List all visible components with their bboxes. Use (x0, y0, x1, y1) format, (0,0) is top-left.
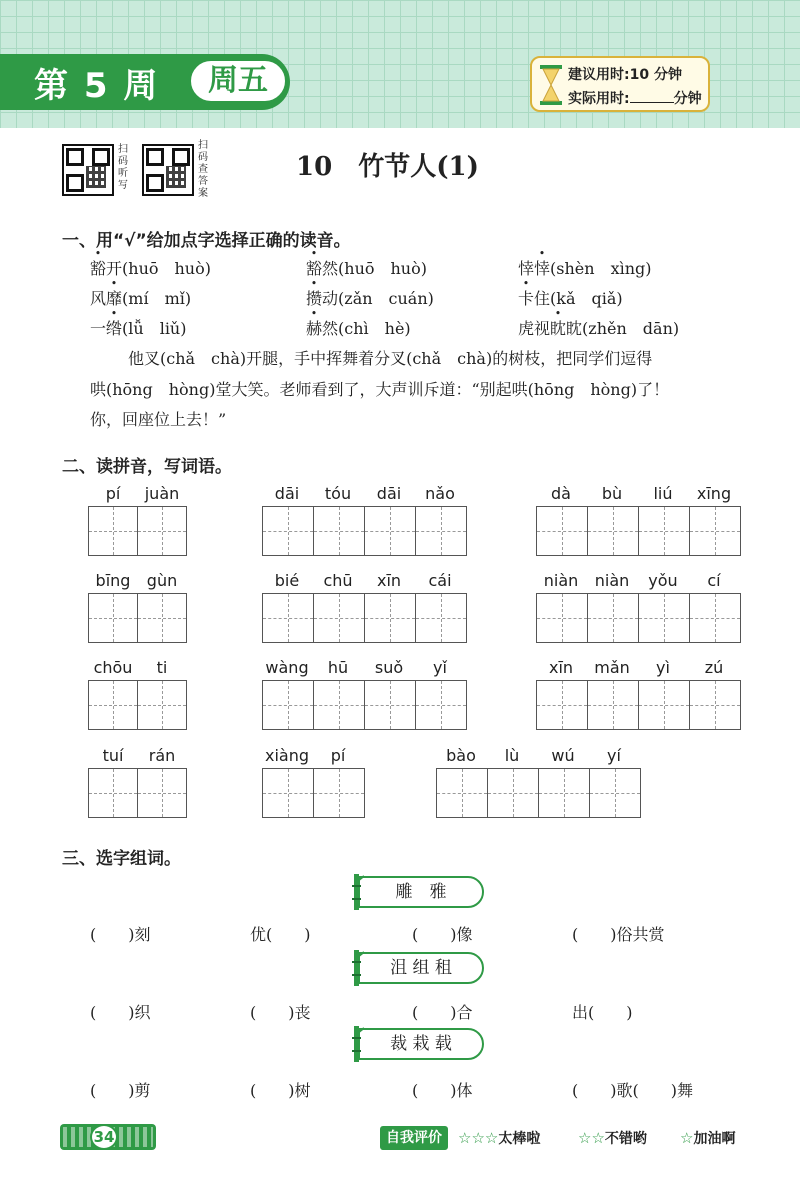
writing-cell[interactable] (364, 680, 416, 730)
writing-cell[interactable] (689, 506, 741, 556)
qr-label-dictation: 扫码听写 (118, 144, 128, 191)
writing-cell[interactable] (88, 680, 138, 730)
writing-cell[interactable] (689, 680, 741, 730)
pinyin-label: mǎn (594, 658, 630, 677)
writing-cell[interactable] (689, 593, 741, 643)
pinyin-item[interactable]: 赫然(chì hè) (306, 319, 411, 338)
paragraph-line: 你，回座位上去！” (90, 410, 227, 429)
qr-code-answers[interactable] (142, 144, 194, 196)
paragraph-line[interactable]: 哄(hōng hòng)堂大笑。老师看到了，大声训斥道：“别起哄(hōng hòng)了！ (90, 380, 670, 399)
fill-word[interactable]: ( )俗共赏 (572, 925, 665, 944)
choice-chars: 沮 组 租 (390, 958, 452, 978)
pinyin-label: yì (656, 658, 670, 677)
pinyin-label: niàn (543, 571, 579, 590)
pinyin-label: juàn (144, 484, 180, 503)
section1-heading: 一、用“√”给加点字选择正确的读音。 (62, 231, 351, 251)
writing-cell[interactable] (262, 506, 314, 556)
fill-word[interactable]: ( )体 (412, 1081, 473, 1100)
pinyin-label: bīng (95, 571, 131, 590)
writing-cell[interactable] (313, 768, 365, 818)
pinyin-item[interactable]: 虎视眈眈(zhěn dān) (518, 319, 680, 338)
pinyin-label: hū (327, 658, 349, 677)
writing-cell[interactable] (313, 593, 365, 643)
writing-cell[interactable] (587, 593, 639, 643)
writing-cell[interactable] (436, 768, 488, 818)
fill-word[interactable]: 优( ) (250, 925, 311, 944)
pinyin-item[interactable]: 风靡(mí mǐ) (90, 289, 192, 308)
pinyin-label: liú (653, 484, 673, 503)
pinyin-label: xīn (548, 658, 574, 677)
writing-cell[interactable] (137, 768, 187, 818)
day-label: 周五 (188, 58, 288, 104)
writing-cell[interactable] (137, 506, 187, 556)
hourglass-icon (538, 64, 564, 106)
self-eval-option-great[interactable]: ☆☆☆太棒啦 (458, 1129, 541, 1147)
page-number: 34 (90, 1124, 118, 1150)
pinyin-item[interactable]: 悻悻(shèn xìng) (518, 259, 652, 278)
pinyin-label: bié (274, 571, 300, 590)
pinyin-label: xiàng (264, 746, 309, 765)
writing-cell[interactable] (137, 593, 187, 643)
pinyin-item[interactable]: 豁开(huō huò) (90, 259, 211, 278)
page-badge (60, 1124, 156, 1150)
pinyin-label: gùn (146, 571, 178, 590)
writing-cell[interactable] (364, 506, 416, 556)
self-eval-option-good[interactable]: ☆☆不错哟 (578, 1129, 647, 1147)
pinyin-label: wú (551, 746, 575, 765)
lesson-title: 10 竹节人(1) (296, 152, 479, 182)
choice-banner (358, 1028, 484, 1060)
fill-word[interactable]: ( )歌( )舞 (572, 1081, 693, 1100)
qr-label-answers: 扫码查答案 (198, 140, 208, 199)
pinyin-label: nǎo (425, 484, 455, 503)
bamboo-icon (350, 1026, 364, 1062)
bamboo-icon (350, 874, 364, 910)
choice-banner (358, 952, 484, 984)
actual-time: 实际用时: 分钟 (568, 91, 702, 107)
pinyin-label: bào (446, 746, 476, 765)
choice-banner (358, 876, 484, 908)
pinyin-item[interactable]: 攒动(zǎn cuán) (306, 289, 434, 308)
writing-cell[interactable] (364, 593, 416, 643)
self-eval-label: 自我评价 (380, 1126, 448, 1150)
week-label: 第 5 周 (34, 66, 160, 106)
writing-cell[interactable] (589, 768, 641, 818)
pinyin-item[interactable]: 一绺(lǚ liǔ) (90, 319, 187, 338)
writing-cell[interactable] (88, 768, 138, 818)
fill-word[interactable]: 出( ) (572, 1003, 633, 1022)
pinyin-label: ti (156, 658, 168, 677)
fill-word[interactable]: ( )树 (250, 1081, 311, 1100)
writing-cell[interactable] (536, 506, 588, 556)
star-icon[interactable]: ☆☆ (578, 1129, 605, 1147)
pinyin-label: cí (707, 571, 721, 590)
writing-cell[interactable] (137, 680, 187, 730)
choice-chars: 雕 雅 (395, 882, 447, 902)
writing-cell[interactable] (638, 593, 690, 643)
fill-word[interactable]: ( )织 (90, 1003, 151, 1022)
writing-cell[interactable] (638, 680, 690, 730)
pinyin-label: dāi (274, 484, 300, 503)
writing-cell[interactable] (587, 506, 639, 556)
header-band (0, 0, 800, 128)
pinyin-item[interactable]: 豁然(huō huò) (306, 259, 427, 278)
pinyin-label: chōu (93, 658, 133, 677)
fill-word[interactable]: ( )像 (412, 925, 473, 944)
pinyin-label: dāi (376, 484, 402, 503)
pinyin-label: tuí (102, 746, 124, 765)
pinyin-label: lù (504, 746, 520, 765)
pinyin-label: bù (601, 484, 623, 503)
pinyin-label: pí (330, 746, 346, 765)
pinyin-label: cái (428, 571, 452, 590)
pinyin-label: wàng (265, 658, 309, 677)
writing-cell[interactable] (415, 506, 467, 556)
writing-cell[interactable] (313, 680, 365, 730)
choice-chars: 裁 栽 载 (390, 1034, 452, 1054)
self-eval-option-try[interactable]: ☆加油啊 (680, 1129, 736, 1147)
writing-cell[interactable] (262, 593, 314, 643)
pinyin-label: xīn (376, 571, 402, 590)
writing-cell[interactable] (88, 593, 138, 643)
pinyin-label: chū (323, 571, 353, 590)
pinyin-item[interactable]: 卡住(kǎ qiǎ) (518, 289, 623, 308)
pinyin-label: suǒ (374, 658, 404, 677)
writing-cell[interactable] (638, 506, 690, 556)
paragraph-line[interactable]: 他叉(chǎ chà)开腿，手中挥舞着分叉(chǎ chà)的树枝，把同学们逗得 (128, 349, 653, 368)
writing-cell[interactable] (262, 768, 314, 818)
writing-cell[interactable] (587, 680, 639, 730)
section2-heading: 二、读拼音，写词语。 (62, 457, 232, 477)
pinyin-label: tóu (324, 484, 352, 503)
fill-word[interactable]: ( )丧 (250, 1003, 311, 1022)
writing-cell[interactable] (538, 768, 590, 818)
section3-heading: 三、选字组词。 (62, 849, 181, 869)
writing-cell[interactable] (262, 680, 314, 730)
writing-cell[interactable] (415, 593, 467, 643)
writing-cell[interactable] (487, 768, 539, 818)
bamboo-icon (350, 950, 364, 986)
pinyin-label: pí (105, 484, 121, 503)
pinyin-label: xīng (696, 484, 732, 503)
pinyin-label: zú (704, 658, 724, 677)
star-icon[interactable]: ☆ (680, 1129, 694, 1147)
writing-cell[interactable] (536, 680, 588, 730)
pinyin-label: yǒu (648, 571, 678, 590)
writing-cell[interactable] (88, 506, 138, 556)
pinyin-label: yí (607, 746, 621, 765)
fill-word[interactable]: ( )剪 (90, 1081, 151, 1100)
fill-word[interactable]: ( )刻 (90, 925, 151, 944)
writing-cell[interactable] (313, 506, 365, 556)
pinyin-label: yǐ (433, 658, 447, 677)
writing-cell[interactable] (536, 593, 588, 643)
suggested-time: 建议用时:10 分钟 (568, 67, 682, 83)
star-icon[interactable]: ☆☆☆ (458, 1129, 499, 1147)
pinyin-label: niàn (594, 571, 630, 590)
actual-time-blank[interactable] (630, 90, 674, 103)
time-box (530, 56, 710, 112)
pinyin-label: dà (551, 484, 571, 503)
fill-word[interactable]: ( )合 (412, 1003, 473, 1022)
writing-cell[interactable] (415, 680, 467, 730)
pinyin-label: rán (148, 746, 176, 765)
qr-code-dictation[interactable] (62, 144, 114, 196)
